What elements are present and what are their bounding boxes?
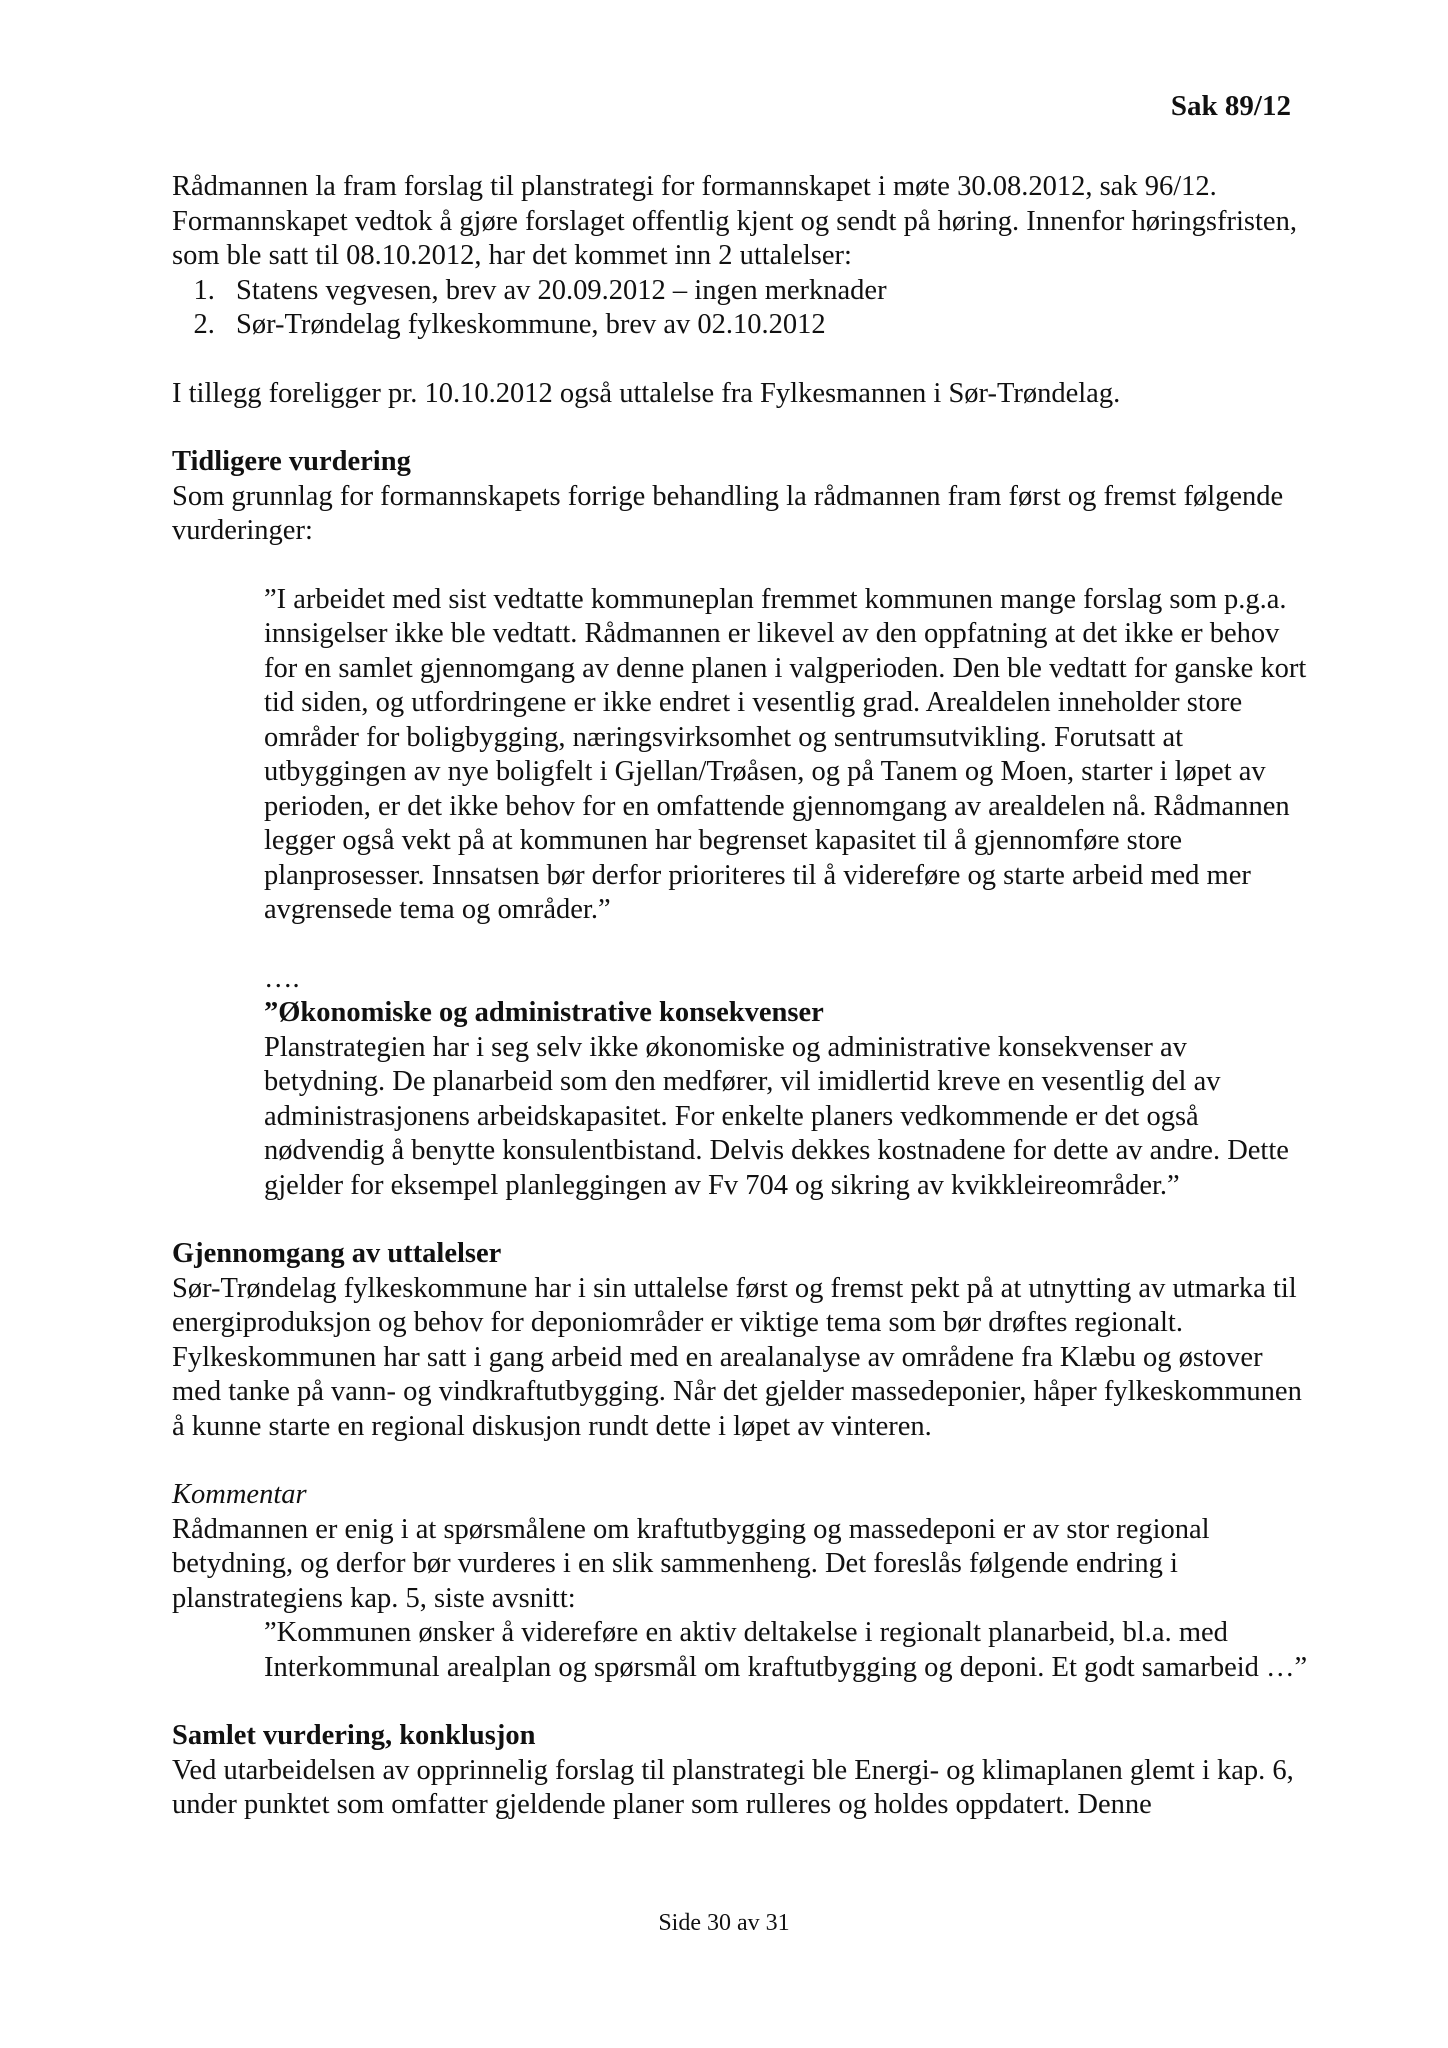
section-heading-previous: Tidligere vurdering [172,446,411,477]
review-text: Sør-Trøndelag fylkeskommune har i sin uttalelse først og fremst pekt på at utnytting av utmarka til energiproduksjon og behov for deponiområder er viktige tema som bør drøftes regionalt. Fylkeskommunen har satt i gang arbeid med en arealanalyse av områdene fra Klæbu og østover med tanke på vann- og vindkraftutbygging. Når det gjelder massedeponier, håper fylkeskommunen å kunne starte en regional diskusjon rundt dette i løpet av vinteren. [172,1272,1302,1442]
section-heading-review: Gjennomgang av uttalelser [172,1238,502,1269]
addendum-paragraph: I tillegg foreligger pr. 10.10.2012 også uttalelse fra Fylkesmannen i Sør-Trøndelag. [172,377,1121,409]
case-number: Sak 89/12 [1170,90,1291,122]
previous-quote: ”I arbeidet med sist vedtatte kommuneplan fremmet kommunen mange forslag som p.g.a. innsigelser ikke ble vedtatt. Rådmannen er likevel av den oppfatning at det ikke er behov for en samlet gjennomgang av denne planen i valgperioden. Den ble vedtatt for ganske kort tid siden, og utfordringene er ikke endret i vesentlig grad. Arealdelen inneholder store områder for boligbygging, næringsvirksomhet og sentrumsutvikling. Forutsatt at utbyggingen av nye boligfelt i Gjellan/Trøåsen, og på Tanem og Moen, starter i løpet av perioden, er det ikke behov for en omfattende gjennomgang av arealdelen nå. Rådmannen legger også vekt på at kommunen har begrenset kapasitet til å gjennomføre store planprosesser. Innsatsen bør derfor prioriteres til å videreføre og starte arbeid med mer avgrensede tema og områder.” [264,583,1307,925]
document-body [172,170,1312,1823]
sub-heading-consequences: ”Økonomiske og administrative konsekvenser [264,997,824,1028]
previous-lead: Som grunnlag for formannskapets forrige behandling la rådmannen fram først og fremst følgende vurderinger: [172,480,1284,546]
list-item: 1. Statens vegvesen, brev av 20.09.2012 – ingen merknader [222,274,1312,309]
comment-text: Rådmannen er enig i at spørsmålene om kraftutbygging og massedeponi er av stor regional betydning, og derfor bør vurderes i en slik sammenheng. Det foreslås følgende endring i planstrategiens kap. 5, siste avsnitt: [172,1513,1210,1614]
statements-list [172,274,1312,343]
conclusion-text: Ved utarbeidelsen av opprinnelig forslag til planstrategi ble Energi- og klimaplanen glemt i kap. 6, under punktet som omfatter gjeldende planer som rulleres og holdes oppdatert. Denne [172,1754,1294,1820]
comment-heading: Kommentar [172,1479,307,1510]
page-footer: Side 30 av 31 [658,1910,790,1936]
quote-ellipsis: …. [264,962,300,994]
section-heading-conclusion: Samlet vurdering, konklusjon [172,1720,536,1751]
list-item: 2. Sør-Trøndelag fylkeskommune, brev av 02.10.2012 [222,308,1312,343]
consequences-text: Planstrategien har i seg selv ikke økonomiske og administrative konsekvenser av betydning. De planarbeid som den medfører, vil imidlertid kreve en vesentlig del av administrasjonens arbeidskapasitet. For enkelte planers vedkommende er det også nødvendig å benytte konsulentbistand. Delvis dekkes kostnadene for dette av andre. Dette gjelder for eksempel planleggingen av Fv 704 og sikring av kvikkleireområder.” [264,1031,1289,1201]
comment-quote: ”Kommunen ønsker å videreføre en aktiv deltakelse i regionalt planarbeid, bl.a. med Interkommunal arealplan og spørsmål om kraftutbygging og deponi. Et godt samarbeid …” [264,1617,1308,1683]
intro-paragraph: Rådmannen la fram forslag til planstrategi for formannskapet i møte 30.08.2012, sak 96/12. Formannskapet vedtok å gjøre forslaget offentlig kjent og sendt på høring. Innenfor høringsfristen, som ble satt til 08.10.2012, har det kommet inn 2 uttalelser: [172,171,1297,271]
